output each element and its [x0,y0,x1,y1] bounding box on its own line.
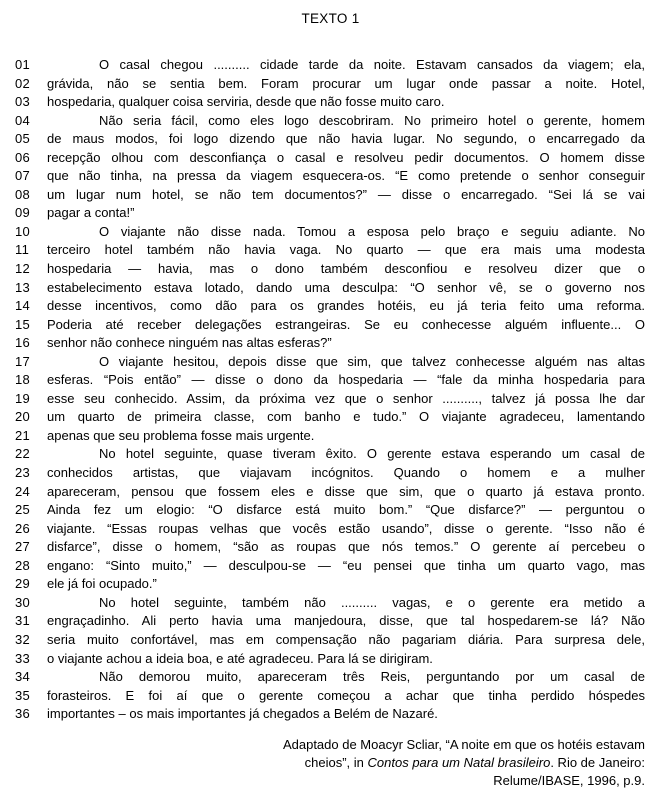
text-line [0,687,661,706]
line-text: de maus modos, foi logo dizendo que não havia lugar. No segundo, o encarregado da [47,131,645,147]
text-line [0,575,661,594]
line-number: 11 [15,242,30,258]
line-number: 26 [15,520,31,536]
line-number: 05 [15,131,31,147]
line-text: O casal chegou .......... cidade tarde da noite. Estavam cansados da viagem; ela, [99,57,645,72]
text-line [0,130,661,149]
text-line [0,334,661,353]
text-line [0,520,661,539]
text-line [0,75,661,94]
line-text: hospedaria — havia, mas o dono também desconfiou e resolveu dizer que o [47,261,645,277]
line-text: grávida, não se sentia bem. Foram procurar um lugar onde passar a noite. Hotel, [47,75,645,91]
line-text: esferas. “Pois então” — disse o dono da hospedaria — “fale da minha hospedaria para [47,372,645,388]
line-number: 28 [15,557,31,573]
text-line [0,56,661,75]
line-number: 22 [15,446,31,462]
text-line [0,668,661,687]
line-number: 04 [15,112,31,128]
text-lines [0,56,661,724]
line-text: pagar a conta!” [47,205,135,221]
line-text: senhor não conhece ninguém nas altas esferas?” [47,335,332,351]
text-line [0,501,661,520]
text-line [0,483,661,502]
text-line [0,705,661,724]
line-number: 03 [15,94,31,110]
text-line [0,650,661,669]
line-text: conhecidos artistas, que viajavam incógnitos. Quando o homem e a mulher [47,465,645,481]
source-text: Adaptado de Moacyr Scliar, “A noite em que os hotéis estavam [282,736,645,752]
line-number: 06 [15,149,31,165]
line-number: 09 [15,205,31,221]
line-text: hospedaria, qualquer coisa serviria, desde que não fosse muito caro. [47,94,445,110]
text-line [0,316,661,335]
line-number: 29 [15,576,31,592]
source-line [0,736,645,754]
text-line [0,427,661,446]
source-book-title: Contos para um Natal brasileiro [367,754,551,770]
line-number: 14 [15,298,31,314]
line-number: 01 [15,57,31,72]
line-number: 27 [15,539,31,555]
text-line [0,464,661,483]
text-line [0,241,661,260]
text-line [0,408,661,427]
line-text: Não seria fácil, como eles logo descobriram. No primeiro hotel o gerente, homem [99,112,645,128]
line-text: recepção olhou com desconfiança o casal e resolveu pedir documentos. O homem disse [47,149,645,165]
source-text: cheios”, in [304,754,368,770]
source-citation [0,736,661,791]
line-number: 31 [15,613,31,629]
line-text: um lugar num hotel, se não tem documentos?” — disse o encarregado. “Sei lá se vai [47,186,645,202]
text-line [0,297,661,316]
line-text: engraçadinho. Ali perto havia uma manjedoura, disse, que tal hospedarem-se lá? Não [47,613,645,629]
line-text: disfarce”, disse o homem, “são as roupas que nós temos.” O gerente aí percebeu o [47,539,645,555]
line-text: Poderia até receber delegações estrangeiras. Se eu conhecesse alguém influente... O [47,316,645,332]
line-number: 32 [15,631,31,647]
text-line [0,594,661,613]
line-number: 36 [15,706,31,722]
line-text: Ainda fez um elogio: “O disfarce está muito bom.” “Que disfarce?” — perguntou o [47,502,645,518]
line-number: 08 [15,186,31,202]
line-text: o viajante achou a ideia boa, e até agradeceu. Para lá se dirigiram. [47,650,433,666]
line-text: importantes – os mais importantes já chegados a Belém de Nazaré. [47,706,438,722]
line-number: 16 [15,335,31,351]
source-text: . Rio de Janeiro: [550,754,645,770]
line-text: estabelecimento estava lotado, dando uma desculpa: “O senhor vê, se o governo nos [47,279,645,295]
line-text: seria muito confortável, mas em compensação não pagariam diária. Para surpresa dele, [47,631,645,647]
line-text: esse seu conhecido. Assim, da próxima vez que o senhor .........., talvez já possa lhe dar [47,390,645,406]
line-number: 15 [15,316,31,332]
text-line [0,204,661,223]
line-text: O viajante não disse nada. Tomou a esposa pelo braço e seguiu adiante. No [99,223,645,239]
line-text: No hotel seguinte, também não .......... vagas, e o gerente era metido a [99,594,645,610]
line-number: 19 [15,390,31,406]
text-line [0,371,661,390]
line-text: desse incentivos, como dão para os grandes hotéis, eu já teria feito uma reforma. [47,298,645,314]
text-line [0,538,661,557]
text-line [0,631,661,650]
text-line [0,390,661,409]
line-text: ele já foi ocupado.” [47,576,157,592]
line-number: 17 [15,353,31,369]
line-text: engano: “Sinto muito,” — desculpou-se — “eu pensei que tinha um quarto vago, mas [47,557,645,573]
text-line [0,557,661,576]
line-number: 20 [15,409,31,425]
text-line [0,279,661,298]
line-number: 10 [15,223,31,239]
text-line [0,167,661,186]
text-line [0,93,661,112]
line-text: forasteiros. E foi aí que o gerente começou a achar que tinha perdido hóspedes [47,687,645,703]
line-text: um quarto de primeira classe, com banho e tudo.” O viajante agradeceu, lamentando [47,409,645,425]
text-line [0,149,661,168]
page-title: TEXTO 1 [301,11,360,26]
line-text: que não tinha, na pressa da viagem esquecera-os. “E como pretende o senhor conseguir [47,168,645,184]
line-number: 12 [15,261,31,277]
source-line [0,772,645,790]
text-line [0,260,661,279]
line-number: 07 [15,168,31,184]
line-text: apenas que seu problema fosse mais urgente. [47,427,315,443]
line-number: 21 [15,427,31,443]
line-text: O viajante hesitou, depois disse que sim, que talvez conhecesse alguém nas altas [99,353,645,369]
line-number: 13 [15,279,31,295]
line-number: 33 [15,650,31,666]
text-line [0,112,661,131]
line-number: 18 [15,372,31,388]
line-text: terceiro hotel também não havia vaga. No quarto — que era mais uma modesta [47,242,645,258]
text-line [0,186,661,205]
text-line [0,612,661,631]
line-text: Não demorou muito, apareceram três Reis, perguntando por um casal de [99,669,645,685]
line-number: 02 [15,75,31,91]
line-text: viajante. “Essas roupas velhas que vocês estão usando”, disse o gerente. “Isso não é [47,520,645,536]
line-text: No hotel seguinte, quase tiveram êxito. O gerente estava esperando um casal de [99,446,645,462]
line-number: 24 [15,483,31,499]
source-line [0,754,645,772]
text-line [0,353,661,372]
line-number: 30 [15,594,31,610]
line-number: 23 [15,465,31,481]
line-text: apareceram, pensou que fossem eles e disse que sim, que o quarto já estava pronto. [47,483,645,499]
text-line [0,445,661,464]
line-number: 35 [15,687,31,703]
source-text: Relume/IBASE, 1996, p.9. [493,773,645,789]
line-number: 34 [15,669,31,685]
line-number: 25 [15,502,31,518]
text-line [0,223,661,242]
